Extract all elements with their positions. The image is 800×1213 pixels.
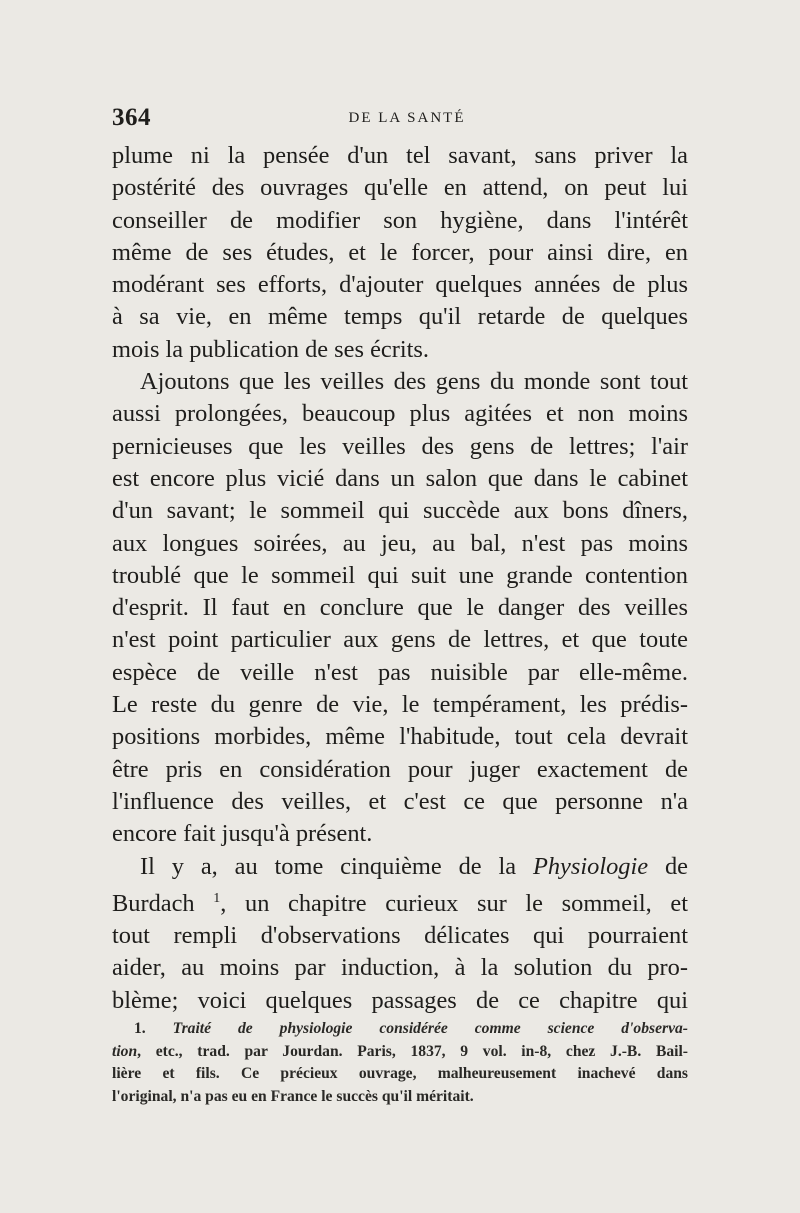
text-line: encore fait jusqu'à présent.: [112, 820, 373, 848]
footnote-line: lière et fils. Ce précieux ouvrage, malheureusement inachevé dans: [112, 1065, 688, 1082]
text-line: pernicieuses que les veilles des gens de lettres; l'air: [112, 432, 688, 460]
text-line: aussi prolongées, beaucoup plus agitées et non moins: [112, 400, 688, 428]
text-line: conseiller de modifier son hygiène, dans l'intérêt: [112, 206, 688, 234]
text-line: tout rempli d'observations délicates qui pourraient: [112, 922, 688, 950]
page-number: 364: [112, 104, 151, 131]
text-line: aux longues soirées, au jeu, au bal, n'est pas moins: [112, 529, 688, 557]
text-line: même de ses études, et le forcer, pour ainsi dire, en: [112, 238, 688, 266]
footnote-marker: 1: [213, 890, 221, 906]
running-head: DE LA SANTÉ: [348, 110, 466, 126]
text-line: positions morbides, même l'habitude, tout cela devrait: [112, 723, 688, 751]
text-line: Le reste du genre de vie, le tempérament, les prédis-: [112, 691, 688, 719]
text-line: espèce de veille n'est pas nuisible par elle-même.: [112, 658, 688, 686]
text-segment: de: [648, 852, 688, 880]
text-line: plume ni la pensée d'un tel savant, sans priver la: [112, 142, 688, 169]
book-title-italic: Physiologie: [532, 852, 649, 880]
text-line: [112, 883, 688, 920]
text-line: d'un savant; le sommeil qui succède aux bons dîners,: [112, 497, 688, 525]
footnote-italic: tion: [112, 1042, 138, 1060]
text-segment: , un chapitre curieux sur le sommeil, et: [220, 889, 688, 917]
page-header: [112, 104, 688, 136]
text-line: Ajoutons que les veilles des gens du monde sont tout: [140, 368, 688, 396]
text-line: mois la publication de ses écrits.: [112, 335, 430, 363]
text-line: modérant ses efforts, d'ajouter quelques années de plus: [112, 271, 688, 299]
body-text: [112, 140, 688, 1017]
text-line: n'est point particulier aux gens de lettres, et que toute: [112, 626, 688, 654]
footnote-line: l'original, n'a pas eu en France le succès qu'il méritait.: [112, 1087, 474, 1105]
text-line: être pris en considération pour juger exactement de: [112, 755, 688, 783]
text-line: l'influence des veilles, et c'est ce que personne n'a: [112, 787, 688, 815]
footnote-number: 1.: [134, 1020, 146, 1037]
text-line: troublé que le sommeil qui suit une grande contention: [112, 561, 688, 589]
text-segment: Burdach: [112, 889, 214, 917]
text-line: est encore plus vicié dans un salon que dans le cabinet: [112, 464, 688, 492]
footnote-italic: Traité de physiologie considérée comme science d'observa-: [172, 1020, 688, 1037]
text-line: d'esprit. Il faut en conclure que le danger des veilles: [112, 594, 688, 622]
footnote-line: [112, 1041, 688, 1064]
footnote: [112, 1018, 688, 1108]
text-line: postérité des ouvrages qu'elle en attend, on peut lui: [112, 174, 688, 202]
text-segment: Il y a, au tome cinquième de la: [140, 852, 533, 880]
footnote-text: , etc., trad. par Jourdan. Paris, 1837, 9 vol. in-8, chez J.-B. Bail-: [137, 1042, 688, 1060]
text-line: à sa vie, en même temps qu'il retarde de quelques: [112, 303, 688, 331]
footnote-line: [112, 1018, 688, 1041]
text-line: blème; voici quelques passages de ce chapitre qui: [112, 986, 688, 1014]
text-line: aider, au moins par induction, à la solution du pro-: [112, 954, 688, 982]
text-line: [112, 851, 688, 883]
